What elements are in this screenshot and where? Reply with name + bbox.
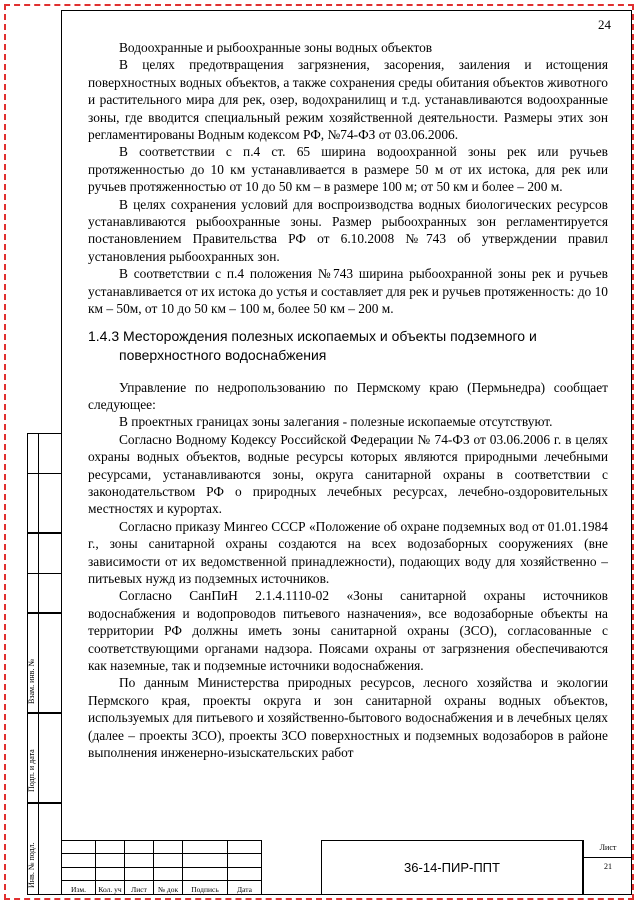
- paragraph: Управление по недропользованию по Пермскому краю (Пермьнедра) сообщает следующее:: [88, 379, 608, 412]
- paragraph: По данным Министерства природных ресурсов, лесного хозяйства и экологии Пермского края, проекты округа и зон санитарной охраны водных объектов, используемых для питьевого и хозяйственно-бытового водоснабжения и в лечебных целях (далее – проекты ЗСО), проекты ЗСО поверхностных и подземных водозаборов в районе выполнения инженерно-изыскательских работ: [88, 675, 608, 761]
- document-code: 36-14-ПИР-ППТ: [321, 840, 583, 895]
- paragraph: В целях предотвращения загрязнения, засорения, заиления и истощения поверхностных водных объектов, а также сохранения среды обитания объектов животного и растительного мира для рек, озер, водохранилищ и т.д. устанавливаются водоохранные зоны, где вводится специальный режим хозяйственной деятельности. Размеры этих зон регламентированы Водным кодексом РФ, №74-ФЗ от 03.06.2006.: [88, 57, 608, 143]
- side-label-inv: Инв. № подл.: [27, 842, 36, 888]
- paragraph: Согласно Водному Кодексу Российской Федерации № 74-ФЗ от 03.06.2006 г. в целях охраны водных объектов, водные ресурсы которых являются природными лечебными ресурсами, устанавливаются зоны, округа санитарной охраны в соответствии с законодательством РФ о природных лечебных ресурсах, лечебно-оздоровительных местностях и курортах.: [88, 431, 608, 517]
- paragraph: Согласно приказу Мингео СССР «Положение об охране подземных вод от 01.01.1984 г., зоны санитарной охраны создаются на всех водозаборных сооружениях (вне зависимости от их ведомственной принадлежности), подающих воду для хозяйственно – питьевых нужд из подземных источников.: [88, 518, 608, 586]
- revision-table: [61, 840, 262, 895]
- subsection-title: Водоохранные и рыбоохранные зоны водных объектов: [119, 40, 433, 55]
- section-heading-line1: 1.4.3 Месторождения полезных ископаемых и объекты подземного и: [88, 327, 537, 344]
- sheet-number: 21: [604, 862, 612, 871]
- paragraph: В проектных границах зоны залегания - полезные ископаемые отсутствуют.: [119, 414, 553, 430]
- paragraph: В целях сохранения условий для воспроизводства водных биологических ресурсов устанавливаются рыбоохранные зоны. Размер рыбоохранных зон регламентируется постановлением Правительства РФ от 6.10.2008 №743 об утверждении правил установления рыбоохранных зон.: [88, 196, 608, 264]
- side-divider-h2: [27, 573, 62, 574]
- col-kol-uch: Кол. уч: [96, 881, 125, 895]
- col-data: Дата: [228, 881, 262, 895]
- document-body: [88, 39, 608, 761]
- paragraph: В соответствии с п.4 ст. 65 ширина водоохранной зоны рек или ручьев протяженностью до 10 км устанавливается в размере 50 м от их истока, для рек или ручьев протяженностью от 10 до 50 км – в размере 100 м; от 50 км и более – 200 м.: [88, 144, 608, 195]
- paragraph: В соответствии с п.4 положения №743 ширина рыбоохранной зоны рек и ручьев устанавливается от их истока до устья и составляет для рек и ручьев протяженность: до 10 км – 50м, от 10 до 50 км – 100 м, более 50 км – 200 м.: [88, 266, 608, 317]
- col-n-dok: № док: [154, 881, 183, 895]
- sheet-divider: [584, 857, 632, 858]
- col-list: Лист: [125, 881, 154, 895]
- sheet-label: Лист: [599, 843, 617, 852]
- side-cell-blank-1: [27, 433, 62, 533]
- title-block: [61, 840, 632, 895]
- col-podpis: Подпись: [183, 881, 228, 895]
- side-label-podp: Подп. и дата: [27, 749, 36, 792]
- section-heading-line2: поверхностного водоснабжения: [119, 346, 327, 363]
- section-heading: [88, 327, 608, 365]
- col-izm: Изм.: [62, 881, 96, 895]
- sheet-box: [583, 840, 632, 895]
- side-divider: [38, 433, 39, 895]
- side-divider-h1: [27, 473, 62, 474]
- paragraph: Согласно СанПиН 2.1.4.1110-02 «Зоны санитарной охраны источников водоснабжения и водопроводов питьевого назначения», все водозаборные объекты на территории РФ должны иметь зоны санитарной охраны (ЗСО), согласованные с соответствующими органами надзора. Поясами охраны от загрязнения обеспечиваются как наземные, так и подземные источники водоснабжения.: [88, 588, 608, 673]
- page-number: 24: [598, 17, 611, 32]
- side-label-vzam: Взам. инв. №: [27, 658, 36, 704]
